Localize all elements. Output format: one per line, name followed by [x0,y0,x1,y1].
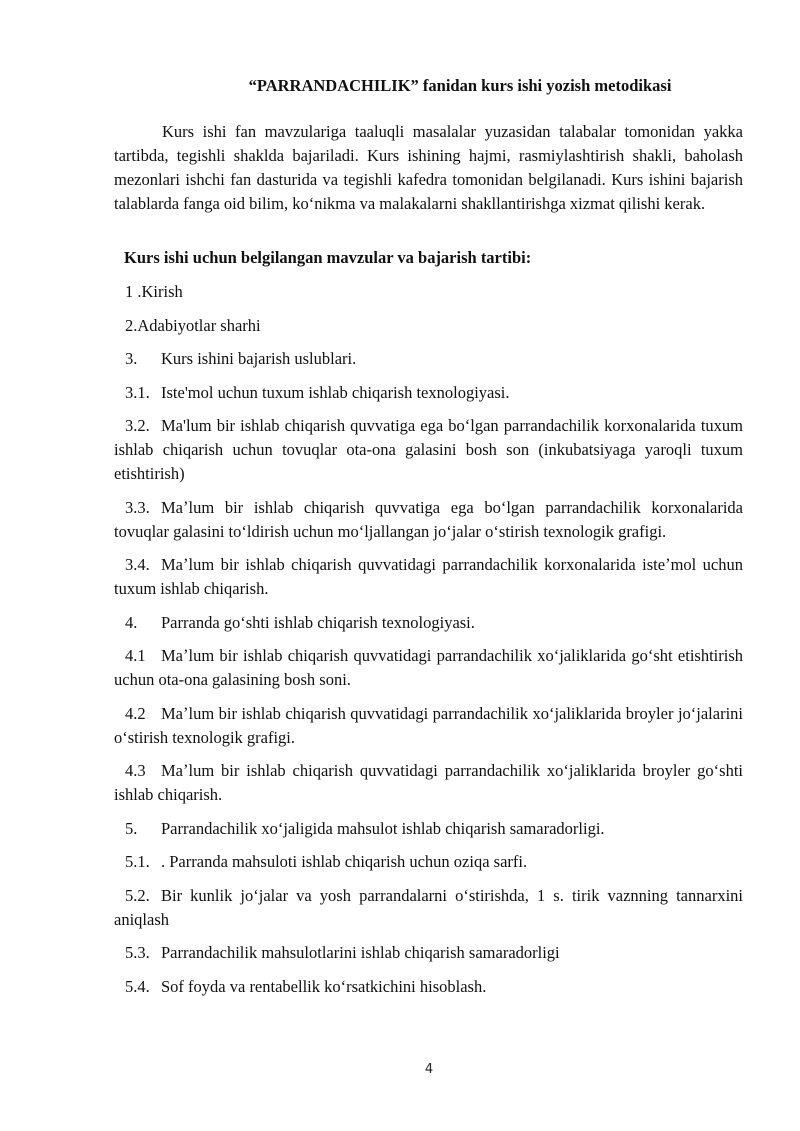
intro-paragraph: Kurs ishi fan mavzulariga taaluqli masalalar yuzasidan talabalar tomonidan yakka tartibda, tegishli shaklda bajariladi. Kurs ishining hajmi, rasmiylashtirish shakli, baholash mezonlari ishchi fan dasturida va tegishli kafedra tomonidan belgilanadi. Kurs ishini bajarish talablarda fanga oid bilim, koʻnikma va malakalarni shakllantirishga xizmat qilishi kerak. [114,122,743,213]
item-number: 4.3 [125,761,146,780]
item-number: 5.4. [125,976,150,996]
document-title: “PARRANDACHILIK” fanidan kurs ishi yozish metodikasi [248,76,672,95]
item-text: . Parranda mahsuloti ishlab chiqarish uchun oziqa sarfi. [161,852,528,871]
item-number: 5.3. [125,943,150,962]
item-text: Ma'lum bir ishlab chiqarish quvvatiga ega boʻlgan parrandachilik korxonalarida tuxum ishlab chiqarish uchun tovuqlar ota-ona galasini bosh son (inkubatsiyaga yaroqli tuxum etishtirish) [114,416,743,483]
item-text: Parrandachilik mahsulotlarini ishlab chiqarish samaradorligi [161,943,560,962]
item-text: Sof foyda va rentabellik koʻrsatkichini hisoblash. [161,976,487,996]
item-number: 4.2 [125,703,146,723]
topic-list [114,280,743,1008]
list-item [114,496,743,544]
list-item [114,884,743,932]
item-number: 3.3. [125,497,150,517]
item-text: Bir kunlik joʻjalar va yosh parrandalarni oʻstirishda, 1 s. tirik vaznning tannarxini aniqlash [114,885,743,929]
item-number: 4.1 [125,646,146,665]
item-number: 2.Adabiyotlar sharhi [125,315,261,335]
list-item [114,817,743,841]
item-text: Kurs ishini bajarish uslublari. [161,349,357,368]
item-text: Maʼlum bir ishlab chiqarish quvvatiga ega boʻlgan parrandachilik korxonalarida tovuqlar galasini toʻldirish uchun moʻljallangan joʻjalar oʻstirish texnologik grafigi. [114,497,743,541]
item-number: 5.2. [125,885,150,905]
list-item [114,941,743,965]
list-item [114,414,743,486]
item-text: Iste'mol uchun tuxum ishlab chiqarish texnologiyasi. [161,382,510,402]
list-item [114,347,743,371]
item-text: Maʼlum bir ishlab chiqarish quvvatidagi parrandachilik xoʻjaliklarida broyler goʻshti ishlab chiqarish. [114,761,743,804]
item-text: Parrandachilik xoʻjaligida mahsulot ishlab chiqarish samaradorligi. [161,818,605,838]
section-subheading: Kurs ishi uchun belgilangan mavzular va bajarish tartibi: [124,248,532,267]
list-item [114,975,743,999]
list-item [114,702,743,750]
item-number: 3.2. [125,416,150,435]
item-number: 5.1. [125,852,150,871]
item-text: Maʼlum bir ishlab chiqarish quvvatidagi parrandachilik xoʻjaliklarida goʻsht etishtirish uchun ota-ona galasining bosh soni. [114,646,743,689]
item-text: Parranda goʻshti ishlab chiqarish texnologiyasi. [161,612,475,632]
list-item [114,611,743,635]
item-text: Maʼlum bir ishlab chiqarish quvvatidagi parrandachilik korxonalarida isteʼmol uchun tuxum ishlab chiqarish. [114,555,743,598]
item-number: 4. [125,612,138,632]
list-item [114,850,743,874]
page-number: 4 [424,1062,434,1077]
list-item [114,759,743,807]
item-text: Maʼlum bir ishlab chiqarish quvvatidagi parrandachilik xoʻjaliklarida broyler joʻjalarini oʻstirish texnologik grafigi. [114,703,743,747]
list-item [114,280,743,304]
item-number: 3.1. [125,382,150,402]
list-item [114,644,743,692]
list-item [114,381,743,405]
list-item [114,314,743,338]
item-number: 1 .Kirish [125,282,183,301]
item-number: 5. [125,818,138,838]
item-number: 3.4. [125,555,150,574]
item-number: 3. [125,349,138,368]
list-item [114,553,743,601]
